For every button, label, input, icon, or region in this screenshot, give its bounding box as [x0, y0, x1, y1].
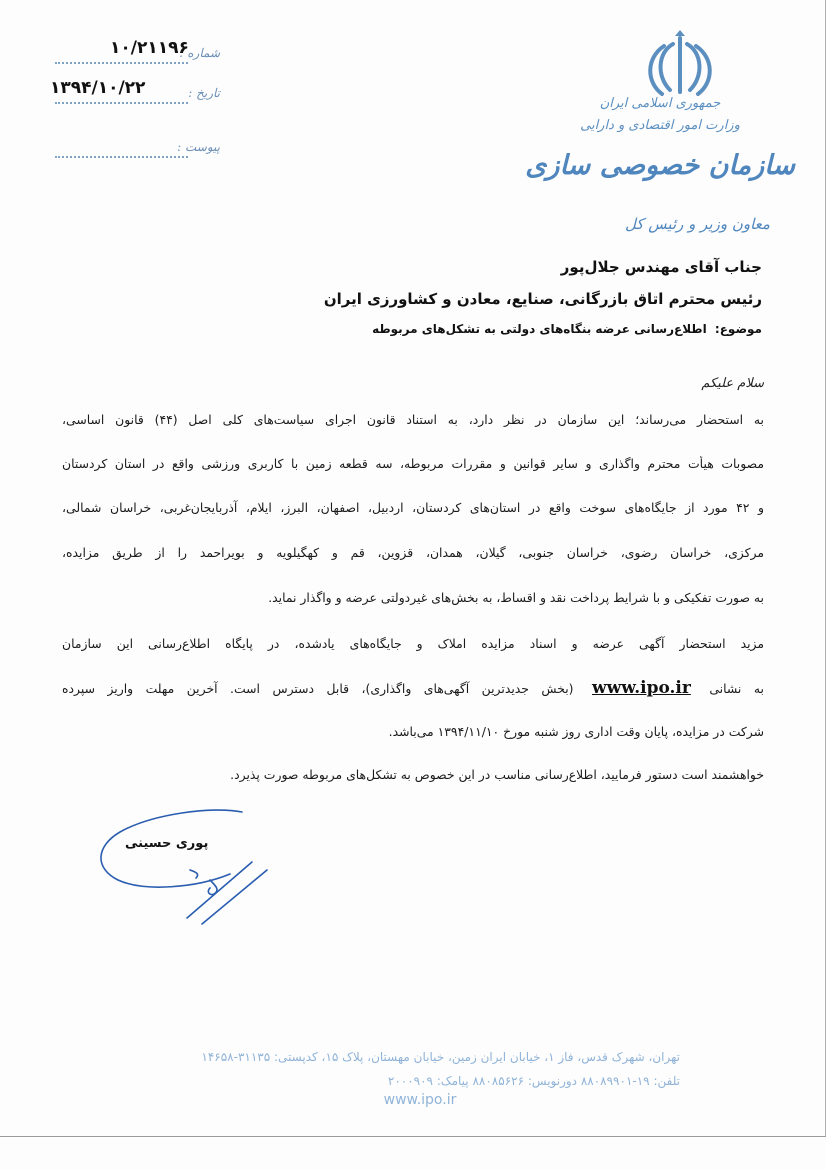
- body-p2-line-3: شرکت در مزایده، پایان وقت اداری روز شنبه مورخ ۱۳۹۴/۱۱/۱۰ می‌باشد.: [388, 724, 764, 739]
- body-p1-line-2: مصوبات هیأت محترم واگذاری و سایر قوانین و مقررات مربوطه، سه قطعه زمین با کاربری ورزشی واقع در استان کردستان: [62, 456, 764, 471]
- page-bottom-edge: [0, 1136, 826, 1137]
- organization-name: سازمان خصوصی سازی: [525, 150, 795, 181]
- footer-phones: تلفن: ۱۹-۸۸۰۸۹۹۰۱ دورنویس: ۸۸۰۸۵۶۲۶ پیامک: ۲۰۰۰۹۰۹: [387, 1074, 680, 1088]
- closing-request: خواهشمند است دستور فرمایید، اطلاع‌رسانی مناسب در این خصوص به تشکل‌های مربوطه صورت پذیرد.: [230, 767, 764, 782]
- reference-number-value: ۱۰/۲۱۱۹۶: [110, 38, 189, 58]
- website-link[interactable]: www.ipo.ir: [592, 678, 691, 698]
- office-title: معاون وزیر و رئیس کل: [625, 215, 770, 233]
- reference-date-label: تاریخ :: [188, 86, 220, 100]
- reference-number-label: شماره :: [179, 46, 220, 60]
- subject-text: اطلاع‌رسانی عرضه بنگاه‌های دولتی به تشکل‌های مربوطه: [372, 322, 707, 336]
- signature-icon: [92, 800, 282, 930]
- country-name: جمهوری اسلامی ایران: [599, 96, 721, 111]
- reference-attachment-dots: [55, 156, 188, 158]
- footer-address: تهران، شهرک قدس، فاز ۱، خیابان ایران زمین، خیابان مهستان، پلاک ۱۵، کدپستی: ۳۱۱۳۵-۱۴۶۵۸: [201, 1050, 680, 1064]
- body-p2-line-1: مزید استحضار آگهی عرضه و اسناد مزایده املاک و جایگاه‌های یادشده، در پایگاه اطلاع‌رسانی این سازمان: [62, 636, 764, 651]
- reference-date-dots: [55, 102, 188, 104]
- ministry-name: وزارت امور اقتصادی و دارایی: [580, 118, 740, 133]
- subject-label: موضوع:: [714, 322, 762, 336]
- subject-line: [372, 322, 762, 336]
- reference-attachment-row: [40, 136, 230, 166]
- body-p1-line-3: و ۴۲ مورد از جایگاه‌های سوخت واقع در استان‌های کردستان، اردبیل، اصفهان، البرز، ایلام، آذربایجان‌غربی، خراسان شمالی،: [62, 500, 764, 515]
- body-p1-line-4: مرکزی، خراسان رضوی، خراسان جنوبی، گیلان، همدان، قزوین، قم و کهگیلویه و بویراحمد را از طریق مزایده،: [62, 545, 764, 560]
- addressee-title: رئیس محترم اتاق بازرگانی، صنایع، معادن و کشاورزی ایران: [323, 290, 762, 308]
- body-p2-after-url: (بخش جدیدترین آگهی‌های واگذاری)، قابل دسترس است. آخرین مهلت واریز سپرده: [62, 681, 574, 696]
- iran-emblem-icon: [640, 30, 720, 100]
- signer-name: پوری حسینی: [125, 836, 209, 851]
- body-p1-line-5: به صورت تفکیکی و با شرایط پرداخت نقد و اقساط، به بخش‌های غیردولتی عرضه و واگذار نماید.: [268, 590, 764, 605]
- footer-website[interactable]: www.ipo.ir: [383, 1092, 457, 1108]
- reference-attachment-label: پیوست :: [177, 140, 220, 154]
- reference-date-value: ۱۳۹۴/۱۰/۲۲: [50, 78, 146, 98]
- reference-date-row: [40, 78, 230, 112]
- reference-number-row: [40, 38, 230, 72]
- addressee-name: جناب آقای مهندس جلال‌پور: [560, 258, 762, 276]
- body-p2-before-url: به نشانی: [709, 681, 764, 696]
- body-p2-line-2: [62, 678, 764, 698]
- reference-number-dots: [55, 62, 188, 64]
- body-p1-line-1: به استحضار می‌رساند؛ این سازمان در نظر دارد، به استناد قانون اجرای سیاست‌های کلی اصل (۴۴) قانون اساسی،: [62, 412, 764, 427]
- greeting: سلام علیکم: [701, 376, 764, 391]
